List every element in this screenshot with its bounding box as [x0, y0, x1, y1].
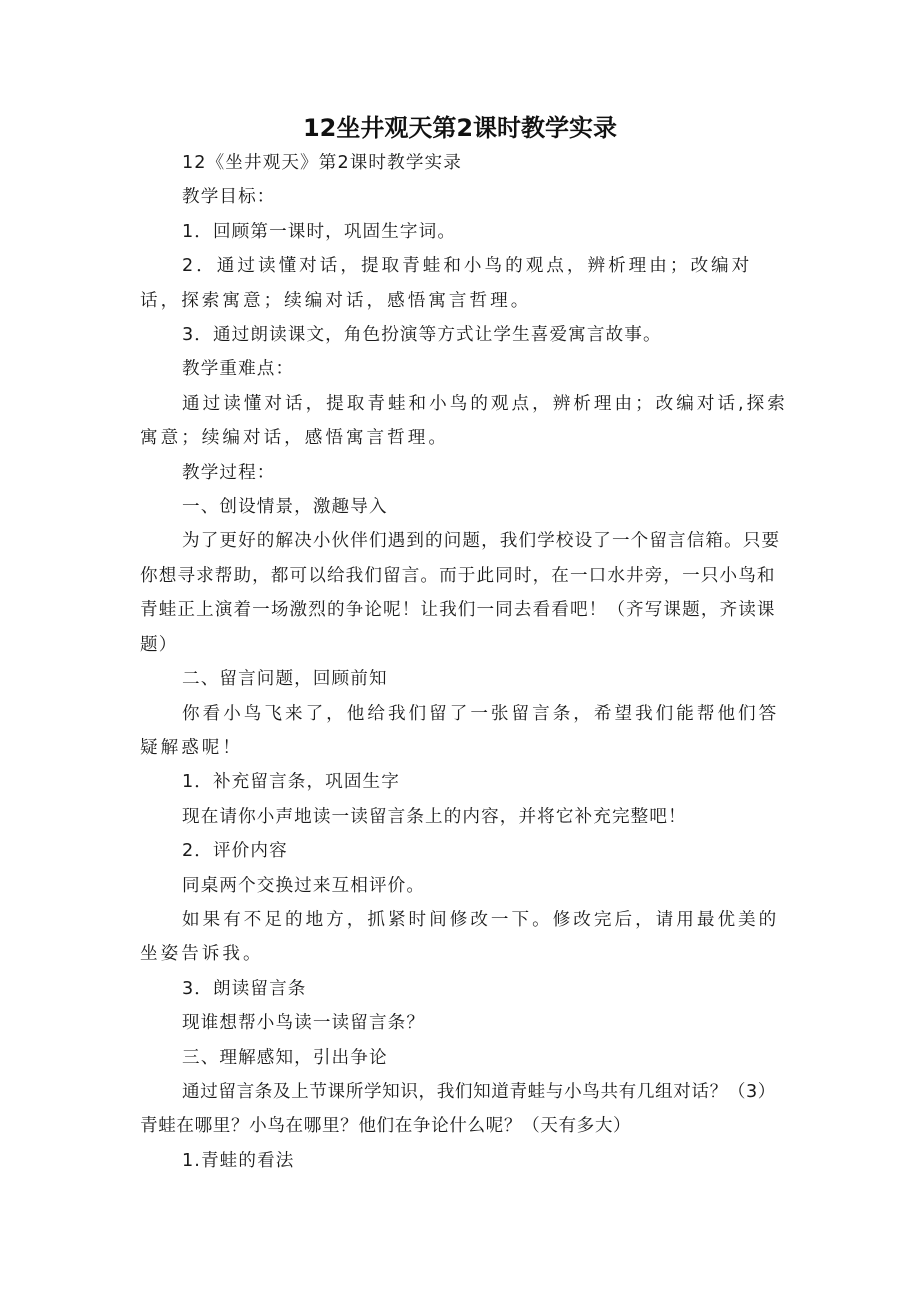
section-heading-key-points: 教学重难点： [182, 359, 295, 380]
process-step-1-heading: 一、创设情景，激趣导入 [182, 497, 388, 518]
process-step-2-heading: 二、留言问题，回顾前知 [182, 669, 388, 690]
subtitle-paragraph: 12《坐井观天》第2课时教学实录 [182, 153, 462, 173]
section-heading-process: 教学过程： [182, 462, 276, 483]
sub-step-2-paragraph-2: 如果有不足的地方，抓紧时间修改一下。修改完后，请用最优美的坐姿告诉我。 [140, 909, 780, 965]
frog-view-heading: 1.青蛙的看法 [182, 1150, 295, 1171]
process-step-3-paragraph: 通过留言条及上节课所学知识，我们知道青蛙与小鸟共有几组对话？（3）青蛙在哪里？小鸟在哪里？他们在争论什么呢？（天有多大） [140, 1081, 776, 1137]
process-step-1-paragraph: 为了更好的解决小伙伴们遇到的问题，我们学校设了一个留言信箱。只要你想寻求帮助，都可以给我们留言。而于此同时，在一口水井旁，一只小鸟和青蛙正上演着一场激烈的争论呢！让我们一同去看看吧！（齐写课题，齐读课题） [140, 531, 781, 655]
document-body [140, 146, 790, 1178]
process-step-3-heading: 三、理解感知，引出争论 [182, 1047, 388, 1068]
sub-step-1-paragraph: 现在请你小声地读一读留言条上的内容，并将它补充完整吧！ [182, 806, 687, 827]
key-points-paragraph: 通过读懂对话，提取青蛙和小鸟的观点，辨析理由；改编对话,探索寓意；续编对话，感悟寓言哲理。 [140, 393, 788, 449]
sub-step-3-heading: 3．朗读留言条 [182, 978, 307, 999]
goal-item-2: 2．通过读懂对话，提取青蛙和小鸟的观点，辨析理由；改编对话，探索寓意；续编对话，感悟寓言哲理。 [140, 256, 753, 311]
document-title: 12坐井观天第2课时教学实录 [302, 114, 618, 142]
sub-step-2-heading: 2．评价内容 [182, 841, 288, 862]
sub-step-2-paragraph-1: 同桌两个交换过来互相评价。 [182, 875, 426, 896]
section-heading-goals: 教学目标： [182, 187, 276, 208]
process-step-2-paragraph: 你看小鸟飞来了，他给我们留了一张留言条，希望我们能帮他们答疑解惑呢！ [140, 703, 780, 758]
sub-step-3-paragraph: 现谁想帮小鸟读一读留言条？ [182, 1013, 426, 1034]
goal-item-1: 1．回顾第一课时，巩固生字词。 [182, 221, 457, 242]
goal-item-3: 3．通过朗读课文，角色扮演等方式让学生喜爱寓言故事。 [182, 325, 662, 346]
sub-step-1-heading: 1．补充留言条，巩固生字 [182, 772, 400, 793]
